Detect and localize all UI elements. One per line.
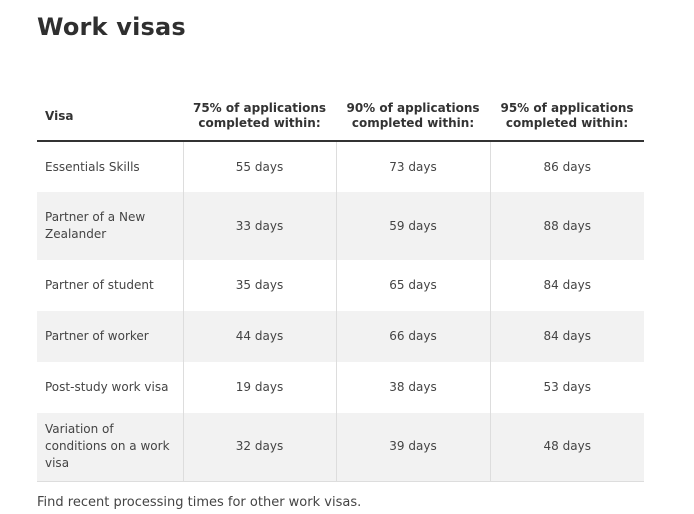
page-title: Work visas <box>37 13 186 41</box>
column-header-visa: Visa <box>37 92 183 141</box>
table-header-row <box>37 92 644 141</box>
column-header-95-percent: 95% of applications completed within: <box>490 92 644 141</box>
days-95-cell: 88 days <box>490 192 644 260</box>
days-90-cell: 73 days <box>336 141 490 192</box>
visa-name-cell: Partner of a New Zealander <box>45 210 146 241</box>
column-header-75-percent: 75% of applications completed within: <box>183 92 336 141</box>
days-95-cell: 84 days <box>490 311 644 362</box>
processing-times-table <box>37 92 644 482</box>
days-75-cell: 32 days <box>183 413 336 481</box>
visa-name-cell: Variation of conditions on a work visa <box>37 413 183 481</box>
column-header-90-percent: 90% of applications completed within: <box>336 92 490 141</box>
visa-name-cell: Partner of worker <box>45 329 149 343</box>
table-row <box>37 141 644 192</box>
days-75-cell: 55 days <box>183 141 336 192</box>
table-row <box>37 192 644 260</box>
days-95-cell: 86 days <box>490 141 644 192</box>
days-90-cell: 65 days <box>336 260 490 311</box>
days-75-cell: 33 days <box>183 192 336 260</box>
days-95-cell: 48 days <box>490 413 644 481</box>
visa-name-cell: Partner of student <box>45 278 154 292</box>
table-row <box>37 311 644 362</box>
footnote-text: Find recent processing times for other work visas. <box>37 495 362 510</box>
days-95-cell: 53 days <box>490 362 644 413</box>
days-90-cell: 39 days <box>336 413 490 481</box>
table-row <box>37 413 644 481</box>
days-75-cell: 44 days <box>183 311 336 362</box>
days-90-cell: 38 days <box>336 362 490 413</box>
days-75-cell: 19 days <box>183 362 336 413</box>
visa-name-cell: Post-study work visa <box>45 380 169 394</box>
days-90-cell: 59 days <box>336 192 490 260</box>
days-90-cell: 66 days <box>336 311 490 362</box>
days-75-cell: 35 days <box>183 260 336 311</box>
table-row <box>37 362 644 413</box>
days-95-cell: 84 days <box>490 260 644 311</box>
table-row <box>37 260 644 311</box>
visa-name-cell: Essentials Skills <box>45 159 140 174</box>
